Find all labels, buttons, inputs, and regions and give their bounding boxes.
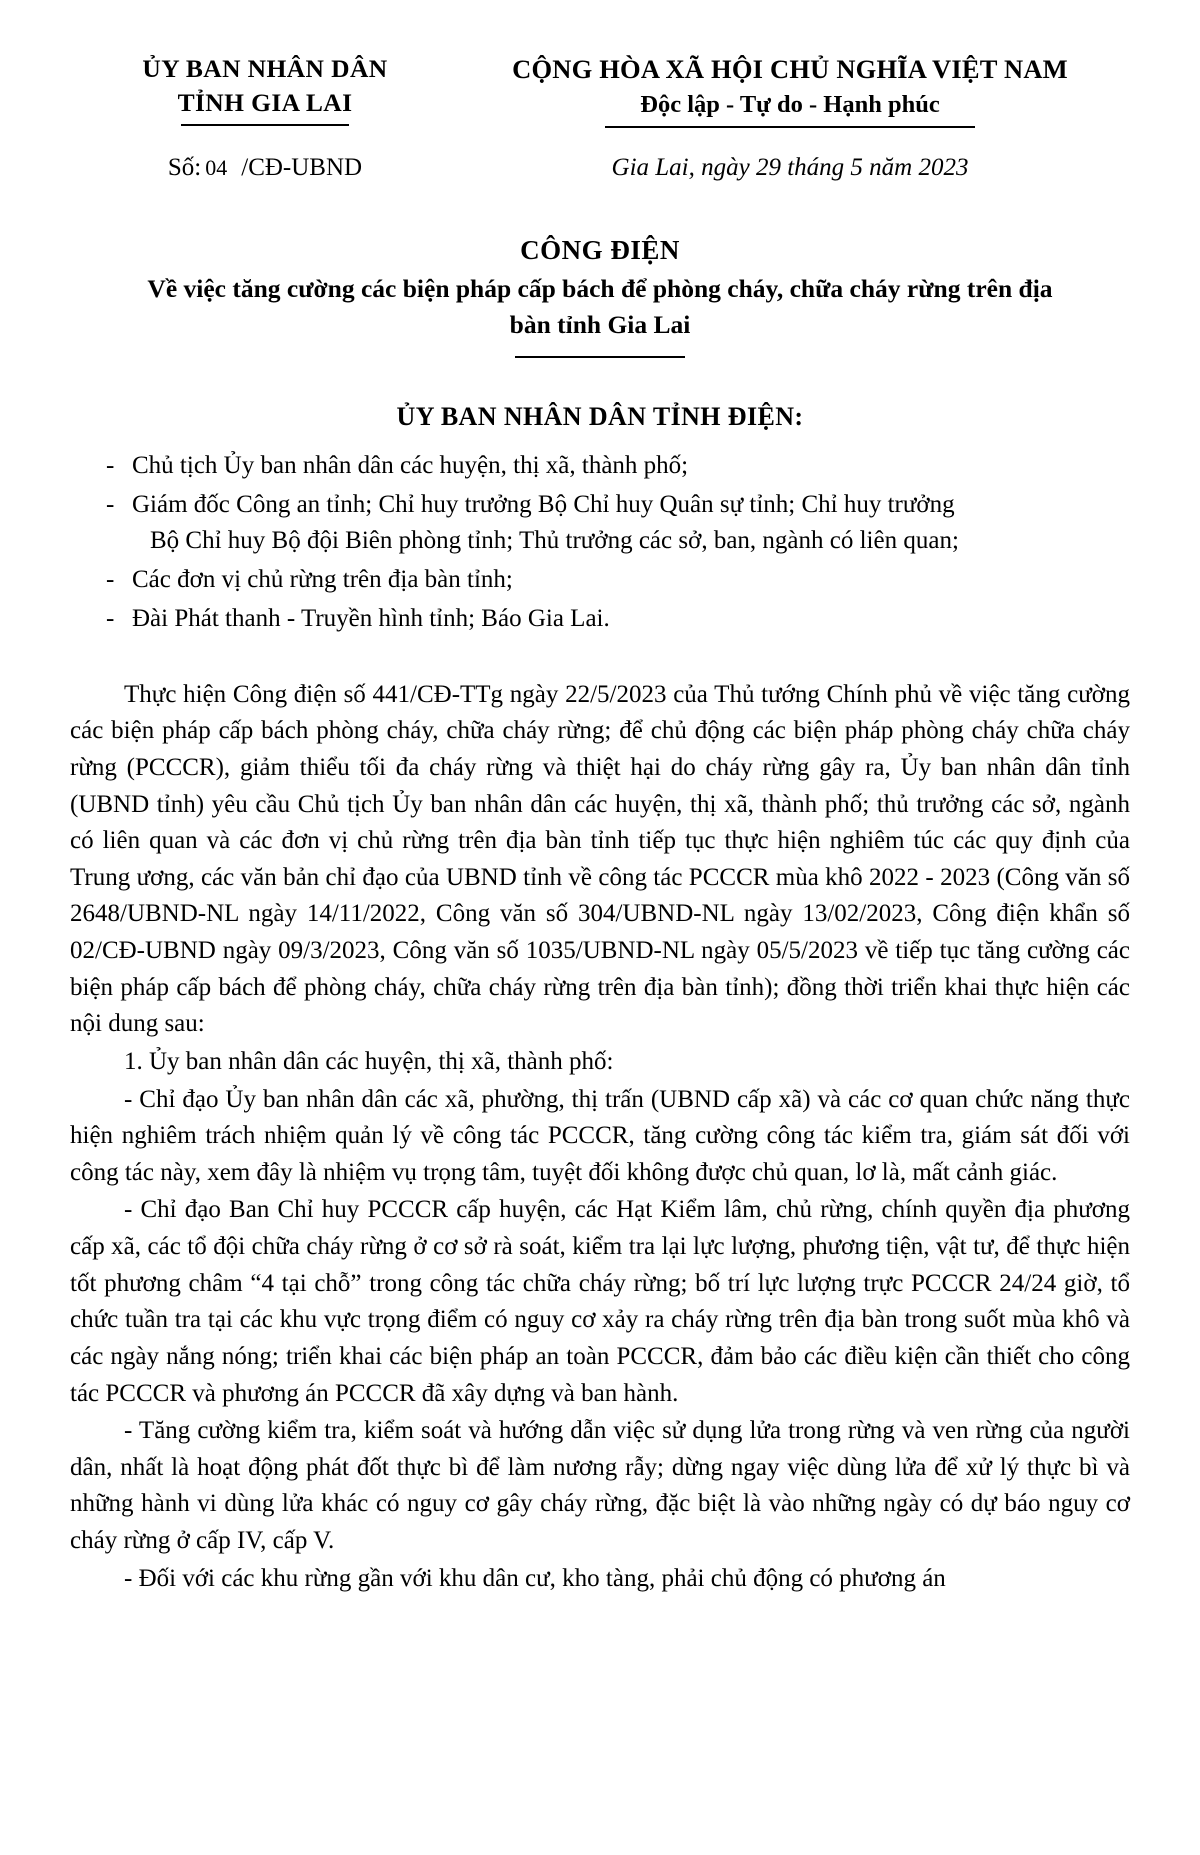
body-paragraph: Thực hiện Công điện số 441/CĐ-TTg ngày 22/5/2023 của Thủ tướng Chính phủ về việc tăng cường các biện pháp cấp bách phòng cháy, chữa cháy rừng; để chủ động các biện pháp phòng cháy chữa cháy rừng (PCCCR), giảm thiểu tối đa cháy rừng và thiệt hại do cháy rừng gây ra, Ủy ban nhân dân tỉnh (UBND tỉnh) yêu cầu Chủ tịch Ủy ban nhân dân các huyện, thị xã, thành phố; thủ trưởng các sở, ngành có liên quan và các đơn vị chủ rừng trên địa bàn tỉnh tiếp tục thực hiện nghiêm túc các quy định của Trung ương, các văn bản chỉ đạo của UBND tỉnh về công tác PCCCR mùa khô 2022 - 2023 (Công văn số 2648/UBND-NL ngày 14/11/2022, Công văn số 304/UBND-NL ngày 13/02/2023, Công điện khẩn số 02/CĐ-UBND ngày 09/3/2023, Công văn số 1035/UBND-NL ngày 05/5/2023 về tiếp tục tăng cường các biện pháp cấp bách để phòng cháy, chữa cháy rừng trên địa bàn tỉnh); đồng thời triển khai thực hiện các nội dung sau: — [70, 680, 1130, 1038]
title-underline — [515, 356, 685, 358]
recipient-text — [132, 487, 1106, 559]
org-underline — [181, 124, 349, 126]
title-block — [70, 234, 1130, 358]
document-number-value: 04 — [205, 154, 228, 180]
country-name: CỘNG HÒA XÃ HỘI CHỦ NGHĨA VIỆT NAM — [512, 54, 1068, 84]
national-heading — [450, 52, 1130, 128]
recipient-list — [94, 448, 1106, 637]
body-paragraph: - Đối với các khu rừng gần với khu dân cư, kho tàng, phải chủ động có phương án — [124, 1564, 946, 1592]
document-number-suffix: /CĐ-UBND — [241, 153, 363, 181]
bullet-dash: - — [106, 604, 115, 632]
place-and-date: Gia Lai, ngày 29 tháng 5 năm 2023 — [611, 153, 969, 181]
document-number-label: Số: — [167, 153, 202, 181]
addressee-heading: ỦY BAN NHÂN DÂN TỈNH ĐIỆN: — [396, 401, 804, 431]
bullet-dash: - — [106, 451, 115, 479]
document-body — [70, 677, 1130, 1598]
document-type-title: CÔNG ĐIỆN — [520, 234, 680, 265]
list-item — [106, 562, 1106, 598]
recipient-text: Các đơn vị chủ rừng trên địa bàn tỉnh; — [132, 565, 513, 593]
list-item — [106, 448, 1106, 484]
motto-underline — [605, 126, 975, 128]
list-item — [106, 487, 1106, 559]
bullet-dash: - — [106, 565, 115, 593]
recipient-text-line1: Giám đốc Công an tỉnh; Chỉ huy trưởng Bộ Chỉ huy Quân sự tỉnh; Chỉ huy trưởng — [132, 490, 955, 518]
body-paragraph: - Chỉ đạo Ban Chỉ huy PCCCR cấp huyện, các Hạt Kiểm lâm, chủ rừng, chính quyền địa phương cấp xã, các tổ đội chữa cháy rừng ở cơ sở rà soát, kiểm tra lại lực lượng, phương tiện, vật tư, để thực hiện tốt phương châm “4 tại chỗ” trong công tác chữa cháy rừng; bố trí lực lượng trực PCCCR 24/24 giờ, tổ chức tuần tra tại các khu vực trọng điểm có nguy cơ xảy ra cháy rừng trên địa bàn trong suốt mùa khô và các ngày nắng nóng; triển khai các biện pháp an toàn PCCCR, đảm bảo các điều kiện cần thiết cho công tác PCCCR và phương án PCCCR đã xây dựng và ban hành. — [70, 1196, 1130, 1407]
recipient-text-line2: Bộ Chỉ huy Bộ đội Biên phòng tỉnh; Thủ trưởng các sở, ban, ngành có liên quan; — [150, 526, 959, 554]
bullet-dash: - — [106, 490, 115, 518]
document-masthead — [70, 0, 1130, 128]
recipient-text: Chủ tịch Ủy ban nhân dân các huyện, thị xã, thành phố; — [132, 451, 689, 479]
body-section-heading: 1. Ủy ban nhân dân các huyện, thị xã, thành phố: — [124, 1047, 614, 1075]
document-subject: Về việc tăng cường các biện pháp cấp bách để phòng cháy, chữa cháy rừng trên địa bàn tỉnh Gia Lai — [147, 274, 1053, 340]
body-paragraph: - Tăng cường kiểm tra, kiểm soát và hướng dẫn việc sử dụng lửa trong rừng và ven rừng của người dân, nhất là hoạt động phát đốt thực bì để làm nương rẫy; dừng ngay việc dùng lửa để xử lý thực bì và những hành vi dùng lửa khác có nguy cơ gây cháy rừng, đặc biệt là vào những ngày có dự báo nguy cơ cháy rừng ở cấp IV, cấp V. — [70, 1417, 1130, 1555]
org-name-line1: ỦY BAN NHÂN DÂN — [142, 54, 388, 83]
issuing-organization — [70, 52, 450, 126]
document-number — [70, 154, 450, 182]
list-item — [106, 601, 1106, 637]
org-name-line2: TỈNH GIA LAI — [177, 87, 353, 117]
body-paragraph: - Chỉ đạo Ủy ban nhân dân các xã, phường, thị trấn (UBND cấp xã) và các cơ quan chức năng thực hiện nghiêm trách nhiệm quản lý về công tác PCCCR, tăng cường công tác kiểm tra, giám sát đối với công tác này, xem đây là nhiệm vụ trọng tâm, tuyệt đối không được chủ quan, lơ là, mất cảnh giác. — [70, 1085, 1130, 1186]
national-motto: Độc lập - Tự do - Hạnh phúc — [640, 91, 940, 119]
document-number-date-row — [70, 154, 1130, 182]
recipient-text: Đài Phát thanh - Truyền hình tỉnh; Báo Gia Lai. — [132, 604, 610, 632]
